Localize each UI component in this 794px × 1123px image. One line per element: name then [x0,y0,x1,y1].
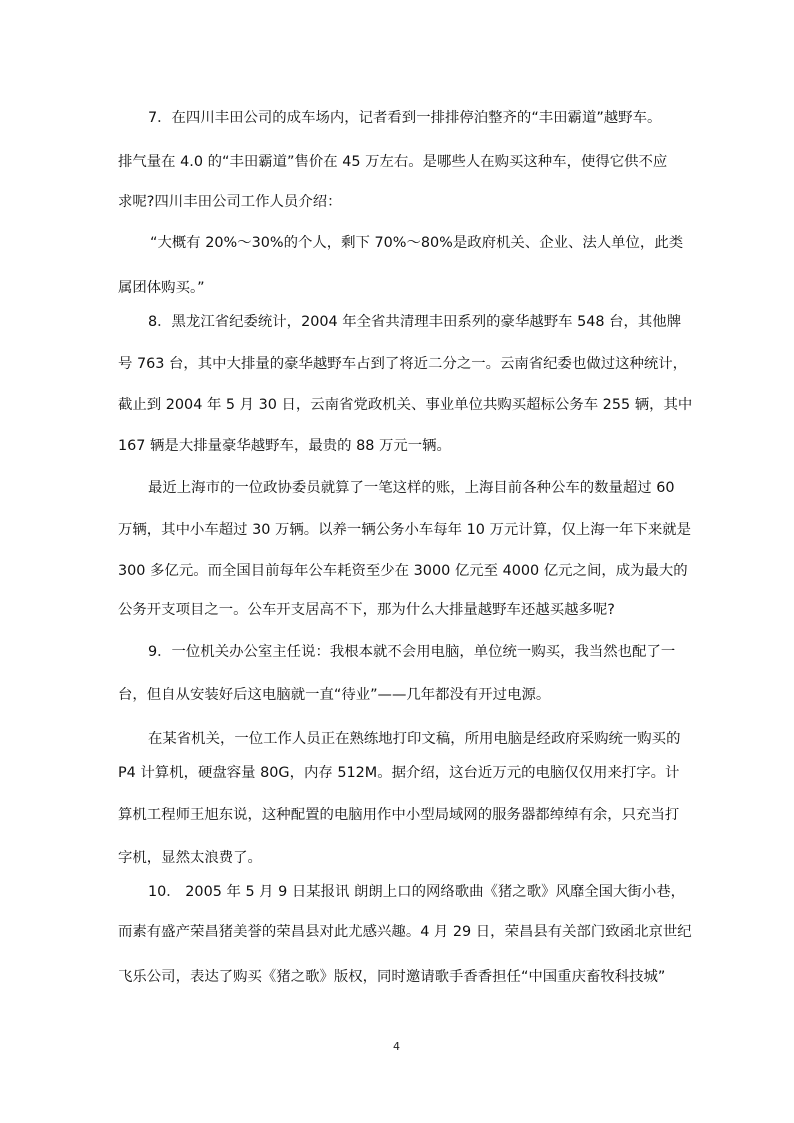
text-line: 8．黑龙江省纪委统计，2004 年全省共清理丰田系列的豪华越野车 548 台，其他牌 [148,314,682,330]
text-line: 求呢?四川丰田公司工作人员介绍： [118,194,342,210]
text-line: 字机，显然太浪费了。 [118,850,262,866]
text-line: 167 辆是大排量豪华越野车，最贵的 88 万元一辆。 [118,438,451,454]
text-line: 在某省机关，一位工作人员正在熟练地打印文稿，所用电脑是经政府采购统一购买的 [148,731,681,747]
text-line: “大概有 20%～30%的个人，剩下 70%～80%是政府机关、企业、法人单位，此类 [150,235,684,251]
text-line: 飞乐公司，表达了购买《猪之歌》版权，同时邀请歌手香香担任“中国重庆畜牧科技城” [118,969,666,985]
text-line: 10． 2005 年 5 月 9 日某报讯 朗朗上口的网络歌曲《猪之歌》风靡全国大街小巷， [148,884,685,900]
text-line: 300 多亿元。而全国目前每年公车耗资至少在 3000 亿元至 4000 亿元之间，成为最大的 [118,563,688,579]
text-line: 最近上海市的一位政协委员就算了一笔这样的账，上海目前各种公车的数量超过 60 [148,480,675,496]
text-line: 台，但自从安装好后这电脑就一直“待业”——几年都没有开过电源。 [118,687,551,703]
text-line: 而素有盛产荣昌猪美誉的荣昌县对此尤感兴趣。4 月 29 日，荣昌县有关部门致函北京世纪 [118,924,692,940]
text-line: 截止到 2004 年 5 月 30 日，云南省党政机关、事业单位共购买超标公务车 255 辆，其中 [118,397,693,413]
text-line: 9．一位机关办公室主任说：我根本就不会用电脑，单位统一购买，我当然也配了一 [148,644,676,660]
text-line: 号 763 台，其中大排量的豪华越野车占到了将近二分之一。云南省纪委也做过这种统计， [118,356,688,372]
text-line: P4 计算机，硬盘容量 80G，内存 512M。据介绍，这台近万元的电脑仅仅用来打字。计 [118,765,680,781]
text-line: 算机工程师王旭东说，这种配置的电脑用作中小型局域网的服务器都绰绰有余，只充当打 [118,807,680,823]
text-line: 万辆，其中小车超过 30 万辆。以养一辆公务小车每年 10 万元计算，仅上海一年下来就是 [118,522,691,538]
text-line: 7．在四川丰田公司的成车场内，记者看到一排排停泊整齐的“丰田霸道”越野车。 [148,110,662,126]
text-line: 公务开支项目之一。公车开支居高不下，那为什么大排量越野车还越买越多呢? [118,602,615,618]
text-line: 排气量在 4.0 的“丰田霸道”售价在 45 万左右。是哪些人在购买这种车，使得它供不应 [118,154,668,170]
page-number: 4 [393,1040,400,1053]
text-line: 属团体购买。” [118,280,205,296]
